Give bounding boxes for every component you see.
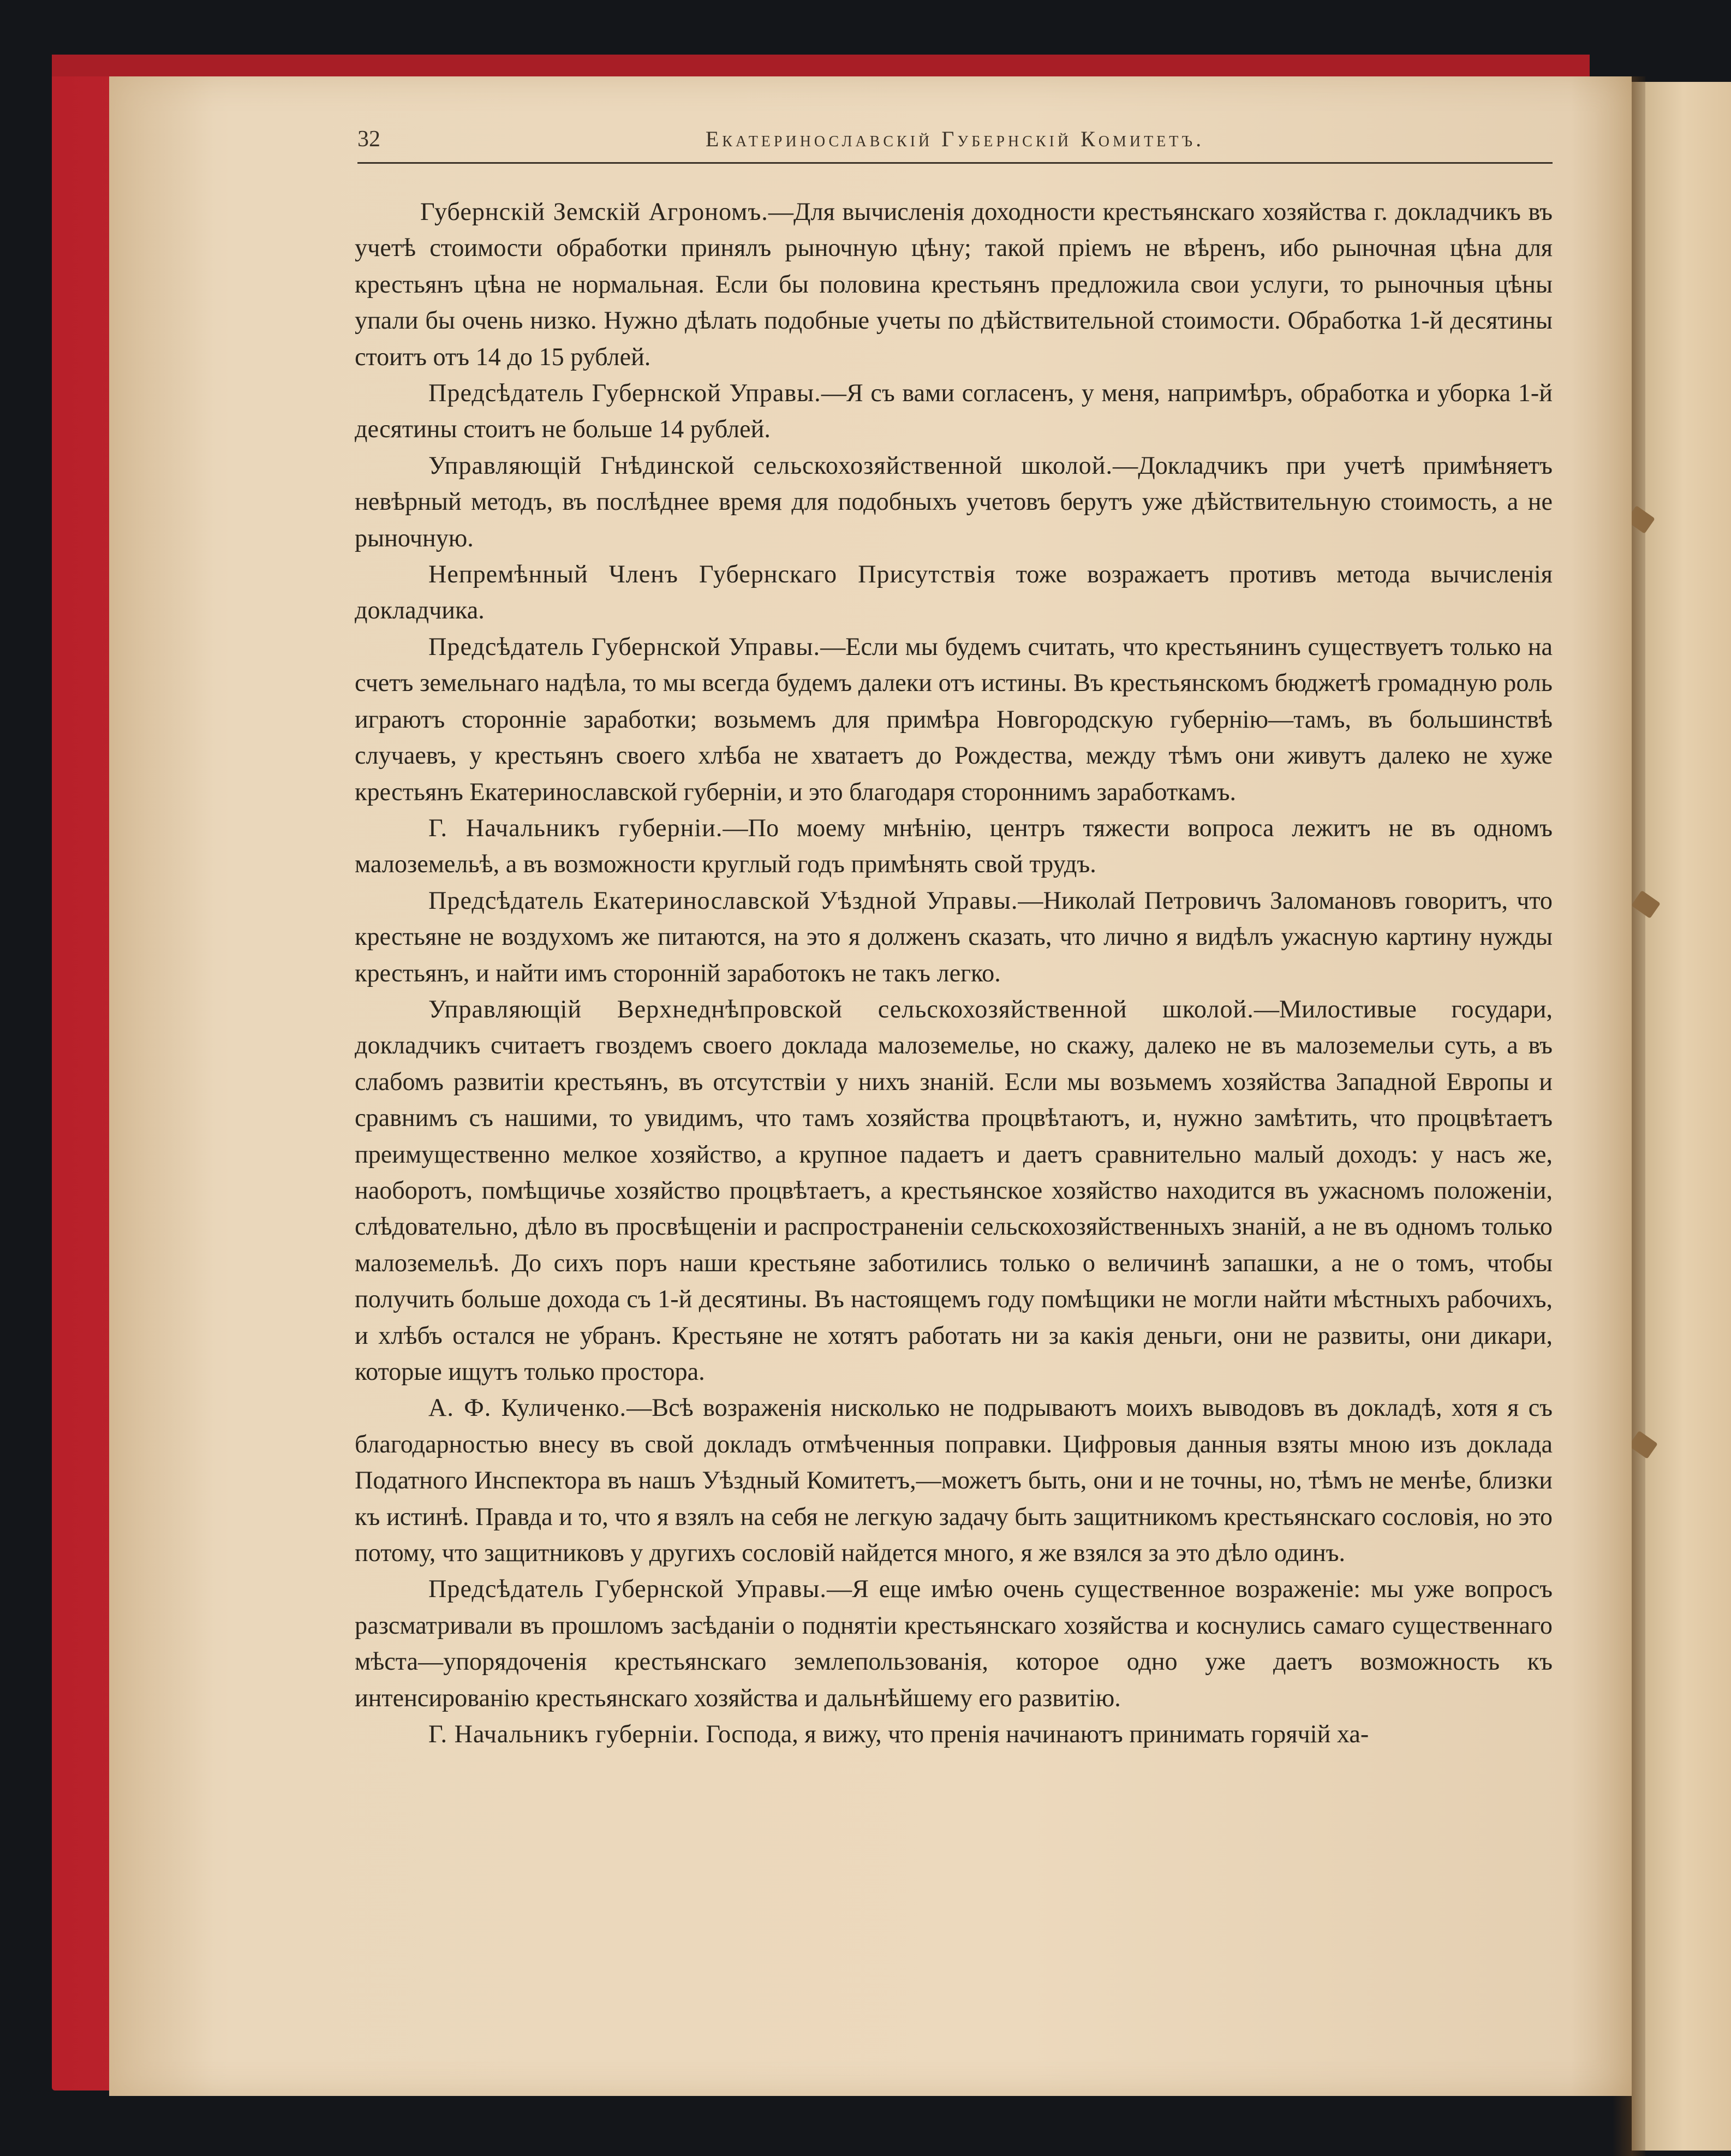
speech: —Николай Петровичъ Заломановъ говоритъ, что крестьяне не воздухомъ же питаются, на это я долженъ сказать, что лично я видѣлъ ужасную картину нужды крестьянъ, и найти имъ сторонній заработокъ не такъ легко. xyxy=(355,886,1553,987)
facing-page-edge xyxy=(1632,82,1731,2151)
header-rule xyxy=(357,162,1553,164)
speech: Господа, я вижу, что пренія начинаютъ принимать горячій ха- xyxy=(699,1720,1369,1748)
speech: —По моему мнѣнію, центръ тяжести вопроса лежитъ не въ одномъ малоземельѣ, а въ возможности круглый годъ примѣнять свой трудъ. xyxy=(355,813,1553,878)
paragraph xyxy=(355,629,1553,810)
speech: тоже возражаетъ противъ метода вычисленія докладчика. xyxy=(355,560,1553,624)
speech: —Милостивые государи, докладчикъ считаетъ гвоздемъ своего доклада малоземелье, но скажу, далеко не въ малоземельи суть, а въ слабомъ развитіи крестьянъ, въ отсутствіи у нихъ знаній. Если мы возьмемъ хозяйства Западной Европы и сравнимъ съ нашими, то увидимъ, что тамъ хозяйства процвѣтаютъ, и, нужно замѣтить, что процвѣтаетъ преимущественно мелкое хозяйство, а крупное падаетъ и даетъ сравнительно малый доходъ: у насъ же, наоборотъ, помѣщичье хозяйство процвѣтаетъ, а крестьянское хозяйство находится въ ужасномъ положеніи, слѣдовательно, дѣло въ просвѣщеніи и распространеніи сельскохозяйственныхъ знаній, а не въ одномъ только малоземельѣ. До сихъ поръ наши крестьяне заботились только о величинѣ запашки, а не о томъ, чтобы получить больше дохода съ 1-й десятины. Въ настоящемъ году помѣщики не могли найти мѣстныхъ рабочихъ, и хлѣбъ остался не убранъ. Крестьяне не хотятъ работать ни за какія деньги, они не развиты, они дикари, которые ищутъ только простора. xyxy=(355,994,1553,1385)
paragraph xyxy=(355,375,1553,448)
page-shade xyxy=(109,76,213,2096)
speaker: Предсѣдатель Губернской Управы. xyxy=(428,632,821,660)
speaker: Управляющій Гнѣдинской сельскохозяйственной школой. xyxy=(428,451,1113,479)
paragraph xyxy=(355,1390,1553,1571)
speaker: Предсѣдатель Губернской Управы. xyxy=(428,1575,827,1603)
speaker: Управляющій Верхнеднѣпровской сельскохозяйственной школой. xyxy=(428,994,1254,1023)
paragraph xyxy=(355,883,1553,991)
speaker: Предсѣдатель Губернской Управы. xyxy=(428,379,821,407)
speaker: Г. Начальникъ губерніи. xyxy=(428,1720,700,1748)
page-number: 32 xyxy=(357,127,380,152)
paragraph xyxy=(355,1716,1553,1752)
speaker: Непремѣнный Членъ Губернскаго Присутствія xyxy=(428,560,996,588)
paragraph xyxy=(355,556,1553,629)
body-text xyxy=(355,194,1553,2011)
speaker: Предсѣдатель Екатеринославской Уѣздной Управы. xyxy=(428,886,1018,914)
paragraph xyxy=(355,448,1553,556)
book-cover-edge xyxy=(52,55,1590,76)
speech: —Всѣ возраженія нисколько не подрываютъ моихъ выводовъ въ докладѣ, хотя я съ благодарностью внесу въ свой докладъ отмѣченныя поправки. Цифровыя данныя взяты мною изъ доклада Податного Инспектора въ нашъ Уѣздный Комитетъ,—можетъ быть, они и не точны, но, тѣмъ не менѣе, близки къ истинѣ. Правда и то, что я взялъ на себя не легкую задачу быть защитникомъ крестьянскаго сословія, но это потому, что защитниковъ у другихъ сословій найдется много, я же взялся за это дѣло одинъ. xyxy=(355,1393,1553,1567)
paragraph xyxy=(355,1571,1553,1716)
speech: —Если мы будемъ считать, что крестьянинъ существуетъ только на счетъ земельнаго надѣла, то мы всегда будемъ далеки отъ истины. Въ крестьянскомъ бюджетѣ громадную роль играютъ сторонніе заработки; возьмемъ для примѣра Новгородскую губернію—тамъ, въ большинствѣ случаевъ, у крестьянъ своего хлѣба не хватаетъ до Рождества, между тѣмъ они живутъ далеко не хуже крестьянъ Екатеринославской губерніи, и это благодаря стороннимъ заработкамъ. xyxy=(355,632,1553,806)
page-header xyxy=(357,123,1553,161)
paragraph xyxy=(355,991,1553,1390)
speaker: А. Ф. Куличенко. xyxy=(428,1393,627,1422)
speech: —Я еще имѣю очень существенное возраженіе: мы уже вопросъ разсматривали въ прошломъ засѣданіи о поднятіи крестьянскаго хозяйства и коснулись самаго существеннаго мѣста—упорядоченія крестьянскаго землепользованія, которое одно уже даетъ возможность къ интенсированію крестьянскаго хозяйства и дальнѣйшему его развитію. xyxy=(355,1575,1553,1712)
speech: —Докладчикъ при учетѣ примѣняетъ невѣрный методъ, въ послѣднее время для подобныхъ учетовъ берутъ уже дѣйствительную стоимость, а не рыночную. xyxy=(355,451,1553,552)
speaker: Губернскій Земскій Агрономъ. xyxy=(420,198,768,225)
speaker: Г. Начальникъ губерніи. xyxy=(428,813,723,842)
paragraph xyxy=(355,810,1553,883)
speech: —Я съ вами согласенъ, у меня, напримѣръ, обработка и уборка 1-й десятины стоитъ не больше 14 рублей. xyxy=(355,379,1553,443)
paragraph xyxy=(355,194,1553,375)
speech: —Для вычисленія доходности крестьянскаго хозяйства г. докладчикъ въ учетѣ стоимости обработки принялъ рыночную цѣну; такой пріемъ не вѣренъ, ибо рыночная цѣна для крестьянъ цѣна не нормальная. Если бы половина крестьянъ предложила свои услуги, то рыночныя цѣны упали бы очень низко. Нужно дѣлать подобные учеты по дѣйствительной стоимости. Обработка 1-й десятины стоитъ отъ 14 до 15 рублей. xyxy=(355,198,1553,371)
running-title: Екатеринославскій Губернскій Комитетъ. xyxy=(705,127,1205,151)
